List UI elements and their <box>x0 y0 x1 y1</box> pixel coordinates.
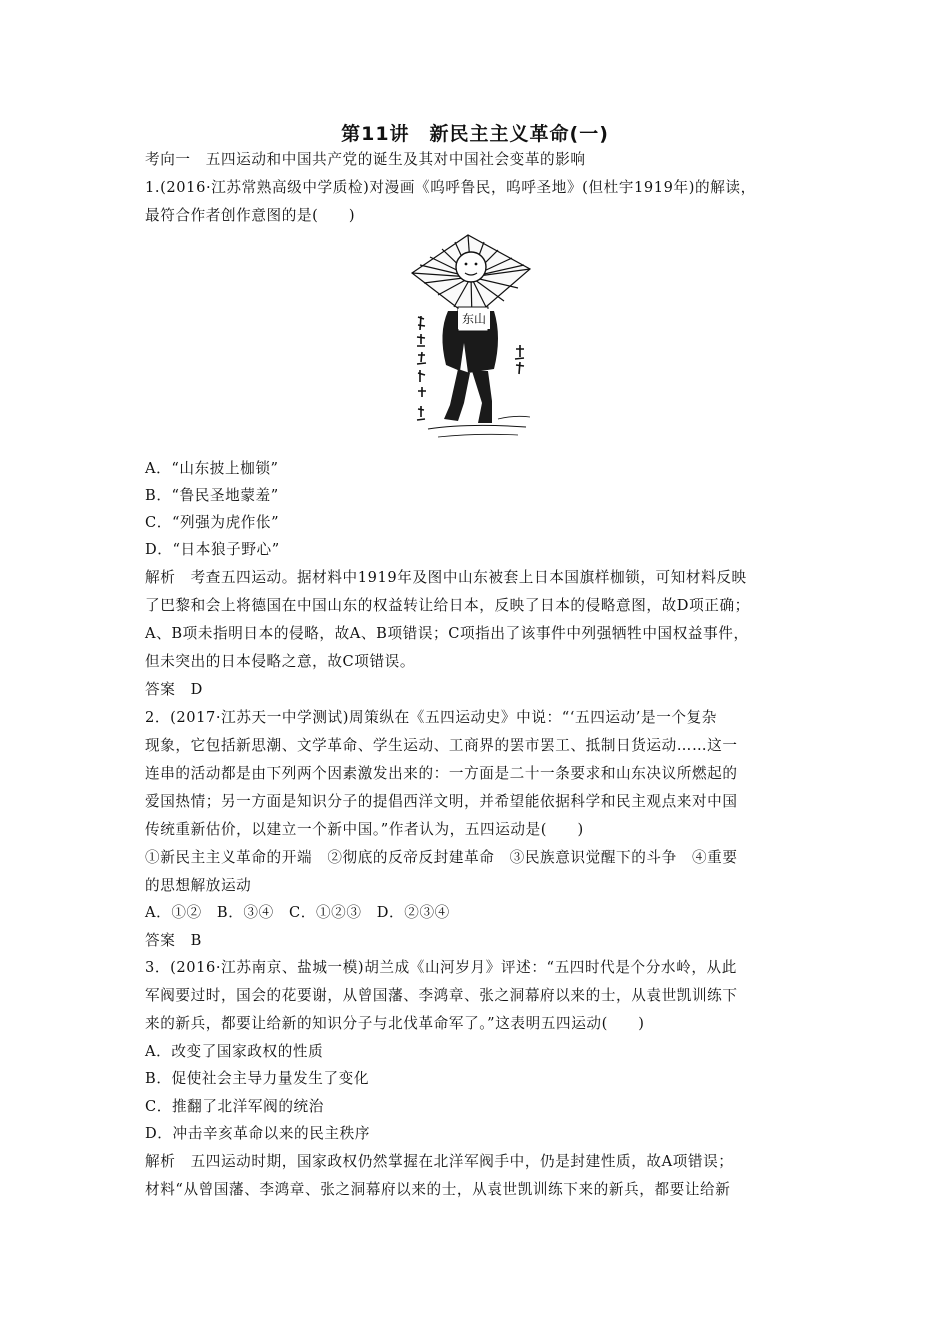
q3-option-a: A．改变了国家政权的性质 <box>145 1043 324 1060</box>
q3-analysis-line-1: 解析 五四运动时期，国家政权仍然掌握在北洋军阀手中，仍是封建性质，故A项错误； <box>145 1153 734 1170</box>
cartoon-label: 东山 <box>458 309 490 329</box>
q1-option-d: D．“日本狼子野心” <box>145 541 280 558</box>
q1-option-c: C．“列强为虎作伥” <box>145 514 280 531</box>
q2-options: A．①② B．③④ C．①②③ D．②③④ <box>145 904 450 921</box>
q3-option-d: D．冲击辛亥革命以来的民主秩序 <box>145 1125 371 1142</box>
q2-answer: 答案 B <box>145 932 202 949</box>
q2-stem-line-1: 2．(2017·江苏天一中学测试)周策纵在《五四运动史》中说：“‘五四运动’是一个复杂 <box>145 709 717 726</box>
q2-stem-line-2: 现象，它包括新思潮、文学革命、学生运动、工商界的罢市罢工、抵制日货运动……这一 <box>145 737 738 754</box>
q1-analysis-line-1: 解析 考查五四运动。据材料中1919年及图中山东被套上日本国旗样枷锁，可知材料反映 <box>145 569 747 586</box>
cartoon-image <box>408 233 535 447</box>
q3-stem-line-3: 来的新兵，都要让给新的知识分子与北伐革命军了。”这表明五四运动( ) <box>145 1015 645 1032</box>
q1-option-a: A．“山东披上枷锁” <box>145 460 279 477</box>
q2-stem-line-5: 传统重新估价，以建立一个新中国。”作者认为，五四运动是( ) <box>145 821 584 838</box>
q2-stem-line-7: 的思想解放运动 <box>145 877 252 894</box>
q1-stem-line-2: 最符合作者创作意图的是( ) <box>145 207 356 224</box>
q3-analysis-line-2: 材料“从曾国藩、李鸿章、张之洞幕府以来的士，从袁世凯训练下来的新兵，都要让给新 <box>145 1181 731 1198</box>
q1-analysis-line-2: 了巴黎和会上将德国在中国山东的权益转让给日本，反映了日本的侵略意图，故D项正确； <box>145 597 750 614</box>
q1-analysis-line-3: A、B项未指明日本的侵略，故A、B项错误；C项指出了该事件中列强牺牲中国权益事件， <box>145 625 749 642</box>
q1-stem-line-1: 1.(2016·江苏常熟高级中学质检)对漫画《呜呼鲁民，呜呼圣地》(但杜宇1919年)的解读， <box>145 179 756 196</box>
q3-option-b: B．促使社会主导力量发生了变化 <box>145 1070 370 1087</box>
q1-option-b: B．“鲁民圣地蒙羞” <box>145 487 279 504</box>
q3-option-c: C．推翻了北洋军阀的统治 <box>145 1098 324 1115</box>
page-title: 第11讲 新民主主义革命(一) <box>341 123 609 145</box>
q2-stem-line-6: ①新民主主义革命的开端 ②彻底的反帝反封建革命 ③民族意识觉醒下的斗争 ④重要 <box>145 849 738 866</box>
q1-analysis-line-4: 但未突出的日本侵略之意，故C项错误。 <box>145 653 416 670</box>
q2-stem-line-4: 爱国热情；另一方面是知识分子的提倡西洋文明，并希望能依据科学和民主观点来对中国 <box>145 793 738 810</box>
q1-answer: 答案 D <box>145 681 203 698</box>
q3-stem-line-2: 军阀要过时，国会的花要谢，从曾国藩、李鸿章、张之洞幕府以来的士，从袁世凯训练下 <box>145 987 738 1004</box>
q3-stem-line-1: 3．(2016·江苏南京、盐城一模)胡兰成《山河岁月》评述：“五四时代是个分水岭，从此 <box>145 959 737 976</box>
section-heading: 考向一 五四运动和中国共产党的诞生及其对中国社会变革的影响 <box>145 151 586 168</box>
q2-stem-line-3: 连串的活动都是由下列两个因素激发出来的：一方面是二十一条要求和山东决议所燃起的 <box>145 765 738 782</box>
